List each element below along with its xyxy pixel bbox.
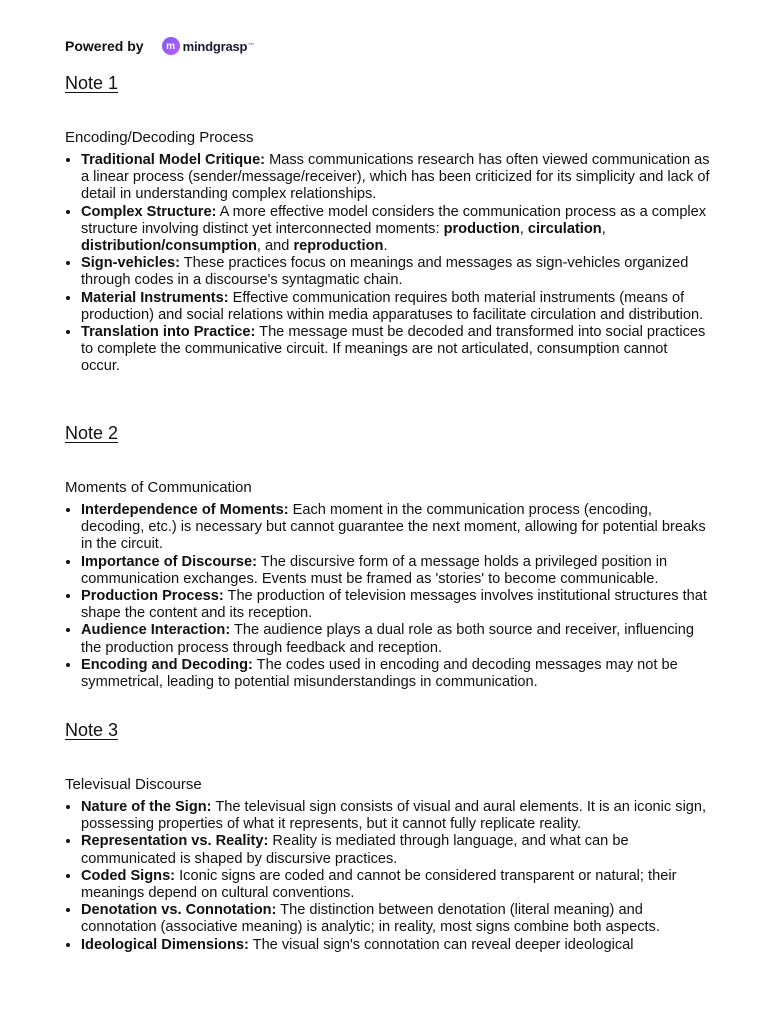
list-item [81,937,710,954]
list-item [81,255,710,289]
powered-by-label: Powered by [65,38,144,54]
note-subheading: Moments of Communication [65,479,252,496]
bullet-term: Audience Interaction: [81,622,231,639]
bullet-text: Effective communication requires both material instruments (means of production) and social relations within media apparatuses to facilitate circulation and distribution. [81,289,704,323]
bullet-text: The message must be decoded and transformed into social practices to complete the communicative circuit. If meanings are not articulated, consumption cannot occur. [81,324,706,375]
bullet-list [65,502,710,691]
note-title: Note 1 [65,73,119,93]
bullet-text: The visual sign's connotation can reveal deeper ideological [248,936,634,953]
bullet-term: Interdependence of Moments: [81,502,289,518]
bullet-term: Production Process: [81,588,224,605]
list-item [81,902,710,936]
list-item [81,833,710,867]
bullet-term: Sign-vehicles: [81,255,180,272]
list-item [81,152,710,204]
bullet-text: The codes used in encoding and decoding messages may not be symmetrical, leading to potential misunderstandings in communication. [81,656,678,691]
mindgrasp-logo-icon: m [162,37,180,55]
list-item [81,204,710,256]
bullet-text: Iconic signs are coded and cannot be considered transparent or natural; their meanings depend on cultural conventions. [81,867,677,902]
bullet-term: Nature of the Sign: [81,799,212,815]
bullet-term: Ideological Dimensions: [81,936,249,953]
bullet-text: The production of television messages involves institutional structures that shape the content and its reception. [81,588,707,622]
bullet-list [65,799,710,954]
bullet-text: The audience plays a dual role as both source and receiver, influencing the production process through feedback and reception. [81,622,694,656]
list-item [81,324,710,376]
list-item [81,588,710,622]
note-1 [65,72,710,376]
bullet-term: Complex Structure: [81,203,217,220]
bullet-term: Representation vs. Reality: [81,833,269,850]
trademark-mark: ™ [248,43,255,49]
list-item [81,799,710,833]
bullet-list [65,152,710,376]
note-title: Note 2 [65,423,119,443]
bullet-text: Each moment in the communication process (encoding, decoding, etc.) is necessary but cannot guarantee the next moment, allowing for potential breaks in the circuit. [81,502,706,553]
bullet-text: A more effective model considers the communication process as a complex structure involving distinct yet interconnected moments: [81,203,707,237]
bullet-emphasis: circulation [527,220,602,237]
bullet-emphasis: production [443,220,520,237]
bullet-text: These practices focus on meanings and messages as sign-vehicles organized through codes in a discourse's syntagmatic chain. [81,255,689,289]
bullet-term: Material Instruments: [81,289,229,306]
powered-by-header [65,37,254,55]
bullet-term: Encoding and Decoding: [81,656,253,673]
list-item [81,502,710,554]
note-2 [65,422,710,691]
bullet-emphasis: distribution/consumption [81,238,257,255]
bullet-term: Denotation vs. Connotation: [81,902,277,919]
note-subheading: Televisual Discourse [65,776,202,793]
bullet-term: Coded Signs: [81,867,176,884]
bullet-separator: , and [256,238,294,255]
bullet-text: The televisual sign consists of visual and aural elements. It is an iconic sign, possessing properties of what it represents, but it cannot fully replicate reality. [81,799,707,833]
mindgrasp-logo [162,37,255,55]
bullet-text: Reality is mediated through language, and what can be communicated is shaped by discursive practices. [81,833,629,867]
bullet-emphasis: reproduction [293,238,384,255]
list-item [81,290,710,324]
list-item [81,868,710,902]
bullet-text: Mass communications research has often viewed communication as a linear process (sender/message/receiver), which has been criticized for its simplicity and lack of detail in understanding complex relationships. [81,152,710,203]
bullet-text: The discursive form of a message holds a privileged position in communication exchanges. Events must be framed as 'stories' to become communicable. [81,553,668,587]
bullet-text: The distinction between denotation (literal meaning) and connotation (associative meaning) is analytic; in reality, most signs combine both aspects. [81,902,660,936]
bullet-end: . [383,238,388,255]
bullet-term: Translation into Practice: [81,324,256,341]
note-title: Note 3 [65,720,119,740]
bullet-term: Traditional Model Critique: [81,152,266,168]
note-subheading: Encoding/Decoding Process [65,129,254,146]
list-item [81,554,710,588]
mindgrasp-logo-text: mindgrasp [182,38,248,54]
bullet-separator: , [519,220,528,237]
bullet-separator: , [601,220,606,237]
list-item [81,657,710,691]
list-item [81,622,710,656]
bullet-term: Importance of Discourse: [81,553,257,570]
note-3 [65,719,710,954]
